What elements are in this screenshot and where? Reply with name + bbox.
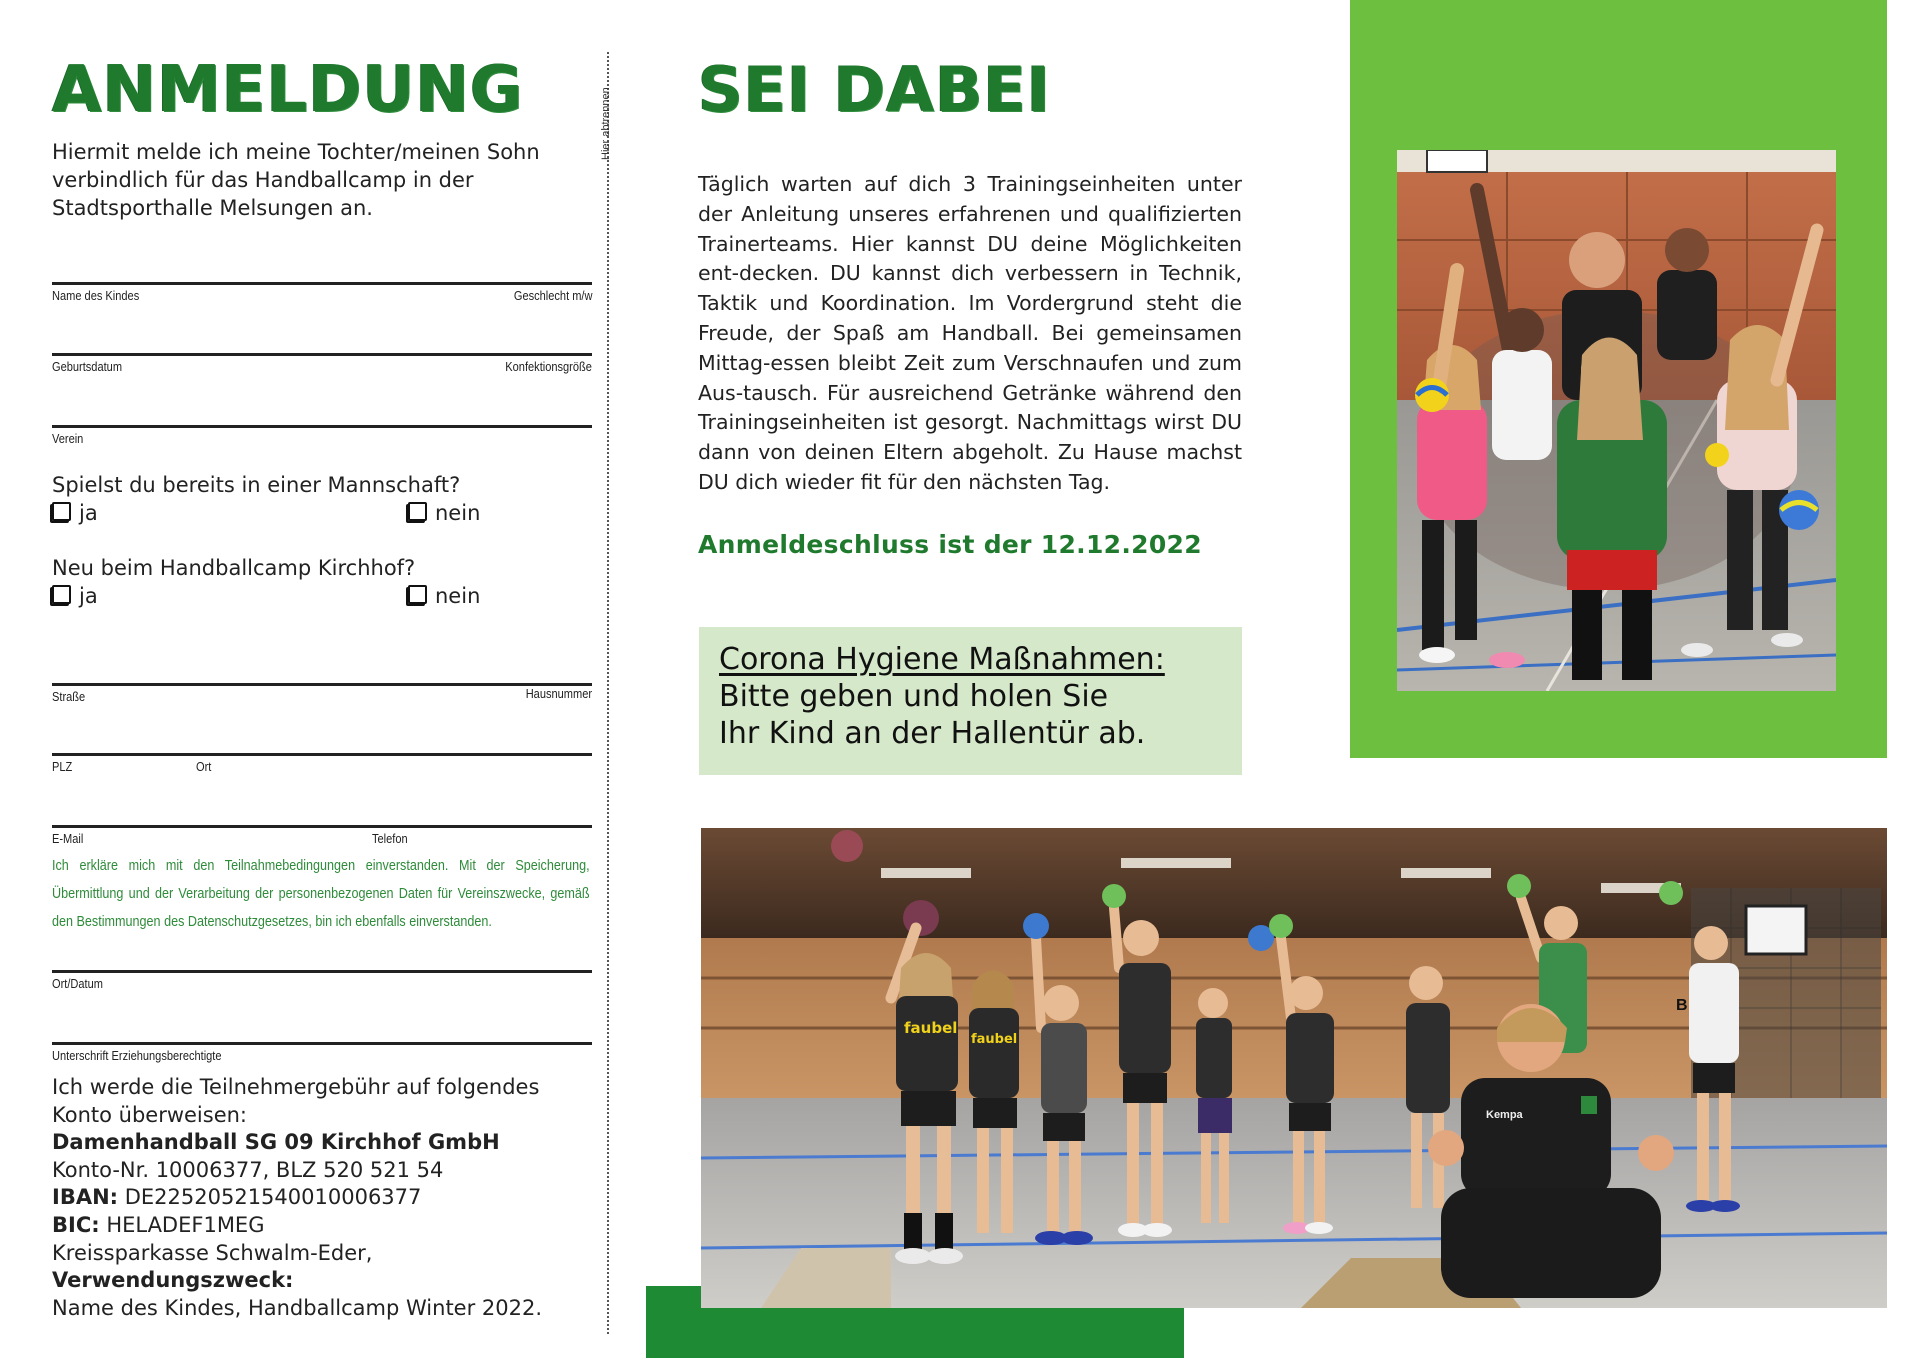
option-new-yes[interactable] (52, 582, 98, 610)
hygiene-line2: Ihr Kind an der Hallentür ab. (719, 716, 1146, 751)
field-label-club: Verein (52, 431, 84, 446)
consent-text: Ich erkläre mich mit den Teilnahmebedingungen einverstanden. Mit der Speicherung, Übermittlung und der Verarbeitung der personenbezogenen Daten für Vereinszwecke, gemäß den Bestimmungen des Datenschutzgesetzes, bin ich ebenfalls einverstanden. (52, 857, 590, 930)
payment-line2: Konto überweisen: (52, 1102, 248, 1127)
question-team: Spielst du bereits in einer Mannschaft? (52, 473, 461, 497)
field-line-club[interactable] (52, 425, 592, 428)
field-label-birthdate: Geburtsdatum (52, 359, 123, 374)
hygiene-notice (699, 627, 1242, 775)
registration-deadline: Anmeldeschluss ist der 12.12.2022 (698, 530, 1202, 559)
photo-team-pose-image (701, 828, 1887, 1308)
join-title: SEI DABEI (698, 53, 1051, 126)
field-label-phone: Telefon (372, 831, 408, 846)
svg-text:faubel: faubel (971, 1032, 1018, 1047)
hygiene-heading: Corona Hygiene Maßnahmen: (719, 642, 1165, 677)
checkbox-icon[interactable] (408, 502, 427, 521)
field-label-street: Straße (52, 689, 86, 704)
registration-intro: Hiermit melde ich meine Tochter/meinen Sohn verbindlich für das Handballcamp in der Stadtsporthalle Melsungen an. (52, 140, 540, 220)
field-label-size: Konfektionsgröße (505, 359, 592, 374)
option-new-no[interactable] (408, 582, 480, 610)
bank-name: Kreissparkasse Schwalm-Eder, (52, 1240, 373, 1265)
field-label-email: E-Mail (52, 831, 84, 846)
photo-team-pose (701, 828, 1887, 1308)
field-label-signature: Unterschrift Erziehungsberechtigte (52, 1048, 222, 1063)
checkbox-icon[interactable] (52, 585, 71, 604)
question-new: Neu beim Handballcamp Kirchhof? (52, 556, 416, 580)
field-label-zip: PLZ (52, 759, 73, 774)
option-label: ja (79, 584, 98, 608)
photo-kids-cheering-image (1397, 150, 1836, 691)
option-team-no[interactable] (408, 499, 480, 527)
field-label-city: Ort (196, 759, 212, 774)
shirt-sponsor-1: faubel (904, 1019, 958, 1037)
bic-value: HELADEF1MEG (106, 1212, 265, 1237)
photo-kids-cheering (1397, 150, 1836, 691)
field-line-city[interactable] (52, 753, 592, 756)
field-line-birthdate[interactable] (52, 353, 592, 356)
field-line-signature[interactable] (52, 1042, 592, 1045)
field-line-place-date[interactable] (52, 970, 592, 973)
field-label-name: Name des Kindes (52, 288, 140, 303)
option-team-yes[interactable] (52, 499, 98, 527)
field-label-house-number: Hausnummer (525, 686, 592, 701)
option-label: ja (79, 501, 98, 525)
field-line-name[interactable] (52, 282, 592, 285)
iban-label: IBAN: (52, 1185, 119, 1210)
field-label-place-date: Ort/Datum (52, 976, 103, 991)
registration-title: ANMELDUNG (52, 53, 524, 127)
tear-off-line (607, 52, 609, 1334)
camp-description: Täglich warten auf dich 3 Trainingseinheiten unter der Anleitung unseres erfahrenen und qualifizierten Trainerteams. Hier kannst DU deine Möglichkeiten ent-decken. DU kannst dich verbessern in Technik, Taktik und Koordination. Im Vordergrund steht die Freude, der Spaß am Handball. Bei gemeinsamen Mittag-essen bleibt Zeit zum Verschnaufen und zum Aus-tausch. Für ausreichend Getränke während den Trainingseinheiten ist gesorgt. Nachmittags wirst DU dann von deinen Eltern abgeholt. Zu Hause machst DU dich wieder fit für den nächsten Tag. (698, 172, 1242, 494)
account-holder: Damenhandball SG 09 Kirchhof GmbH (52, 1130, 500, 1155)
iban-value: DE22520521540010006377 (124, 1185, 422, 1210)
shirt-brand: Kempa (1486, 1109, 1523, 1121)
hygiene-line1: Bitte geben und holen Sie (719, 679, 1109, 714)
option-label: nein (435, 584, 481, 608)
court-letter: B (1676, 997, 1688, 1014)
bic-label: BIC: (52, 1212, 100, 1237)
option-label: nein (435, 501, 481, 525)
payment-info (52, 1074, 592, 1322)
field-label-gender: Geschlecht m/w (513, 288, 592, 303)
purpose-label: Verwendungszweck: (52, 1268, 294, 1293)
payment-line1: Ich werde die Teilnehmergebühr auf folgendes (52, 1075, 540, 1099)
tear-off-label: Hier abtrennen (600, 87, 612, 160)
field-line-street[interactable] (52, 683, 592, 686)
purpose-value: Name des Kindes, Handballcamp Winter 2022. (52, 1295, 543, 1320)
account-number: Konto-Nr. 10006377, BLZ 520 521 54 (52, 1157, 444, 1182)
checkbox-icon[interactable] (408, 585, 427, 604)
field-line-email[interactable] (52, 825, 592, 828)
checkbox-icon[interactable] (52, 502, 71, 521)
